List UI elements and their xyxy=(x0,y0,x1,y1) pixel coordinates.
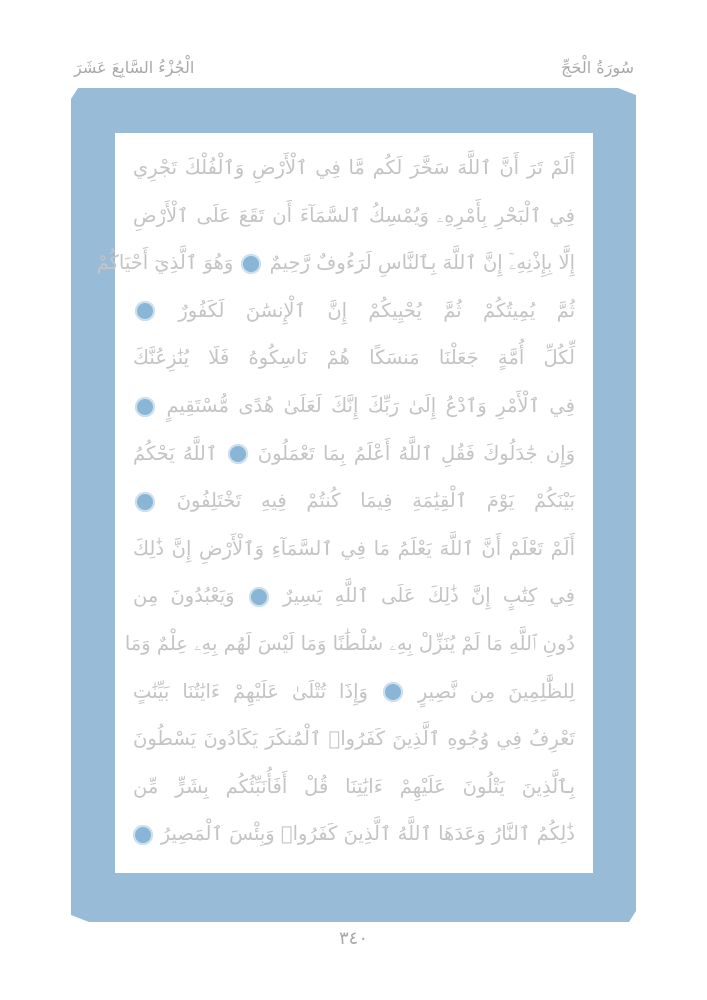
verse-line: ذَٰلِكُمُ ٱلنَّارُ وَعَدَهَا ٱللَّهُ ٱلَّذِينَ كَفَرُوا۟ وَبِئْسَ ٱلْمَصِيرُ xyxy=(133,813,575,855)
ayah-marker-icon xyxy=(249,587,269,607)
ayah-marker-icon xyxy=(135,492,155,512)
verse-line: فِي كِتَٰبٍ إِنَّ ذَٰلِكَ عَلَى ٱللَّهِ يَسِيرٌ وَيَعْبُدُونَ مِن xyxy=(133,584,576,608)
text-panel xyxy=(96,133,593,873)
verse-line: فِي ٱلْبَحْرِ بِأَمْرِهِۦ وَيُمْسِكُ ٱلسَّمَآءَ أَن تَقَعَ عَلَى ٱلْأَرْضِ xyxy=(133,203,575,227)
verse-line: وَإِن جَٰدَلُوكَ فَقُلِ ٱللَّهُ أَعْلَمُ بِمَا تَعْمَلُونَ ٱللَّهُ يَحْكُمُ xyxy=(133,441,575,465)
ayah-marker-icon xyxy=(135,301,155,321)
verse-line: فِي ٱلْأَمْرِ وَٱدْعُ إِلَىٰ رَبِّكَ إِنَّكَ لَعَلَىٰ هُدًى مُّسْتَقِيمٍ xyxy=(133,385,575,427)
ayah-marker-icon xyxy=(383,682,403,702)
verse-line: أَلَمْ تَرَ أَنَّ ٱللَّهَ سَخَّرَ لَكُم مَّا فِي ٱلْأَرْضِ وَٱلْفُلْكَ تَجْرِي xyxy=(133,156,575,179)
verse-line: أَلَمْ تَعْلَمْ أَنَّ ٱللَّهَ يَعْلَمُ مَا فِي ٱلسَّمَآءِ وَٱلْأَرْضِ إِنَّ ذَٰلِكَ xyxy=(133,536,575,560)
verse-line: بِٱلَّذِينَ يَتْلُونَ عَلَيْهِمْ ءَايَٰتِنَا قُلْ أَفَأُنَبِّئُكُم بِشَرٍّ مِّن xyxy=(133,774,575,798)
verse-line: تَعْرِفُ فِي وُجُوهِ ٱلَّذِينَ كَفَرُوا۟ ٱلْمُنكَرَ يَكَادُونَ يَسْطُونَ xyxy=(133,727,575,751)
verse-line: لِّكُلِّ أُمَّةٍ جَعَلْنَا مَنسَكًا هُمْ نَاسِكُوهُ فَلَا يُنَٰزِعُنَّكَ xyxy=(133,346,575,370)
ayah-marker-icon xyxy=(135,397,155,417)
juz-title: الْجُزْءُ السَّابِعَ عَشَرَ xyxy=(74,58,195,77)
verse-line: ثُمَّ يُمِيتُكُمْ ثُمَّ يُحْيِيكُمْ إِنَّ ٱلْإِنسَٰنَ لَكَفُورٌ xyxy=(133,290,575,332)
verse-line: دُونِ ٱللَّهِ مَا لَمْ يُنَزِّلْ بِهِۦ سُلْطَٰنًا وَمَا لَيْسَ لَهُم بِهِۦ عِلْمٌ وَمَا xyxy=(124,632,575,655)
verse-line: بَيْنَكُمْ يَوْمَ ٱلْقِيَٰمَةِ فِيمَا كُنتُمْ فِيهِ تَخْتَلِفُونَ xyxy=(133,480,575,522)
verse-line: لِلظَّٰلِمِينَ مِن نَّصِيرٍ وَإِذَا تُتْلَىٰ عَلَيْهِمْ ءَايَٰتُنَا بَيِّنَٰتٍ xyxy=(133,679,575,703)
ayah-marker-icon xyxy=(228,444,248,464)
verse-line: إِلَّا بِإِذْنِهِۦٓ إِنَّ ٱللَّهَ بِٱلنَّاسِ لَرَءُوفٌ رَّحِيمٌ وَهُوَ ٱلَّذِيٓ أَحْيَاكُمْ xyxy=(96,251,575,275)
surah-title: سُورَةُ الْحَجِّ xyxy=(561,58,634,77)
ayah-marker-icon xyxy=(241,254,261,274)
ayah-marker-icon xyxy=(133,825,153,845)
page-number: ٣٤٠ xyxy=(338,928,368,949)
